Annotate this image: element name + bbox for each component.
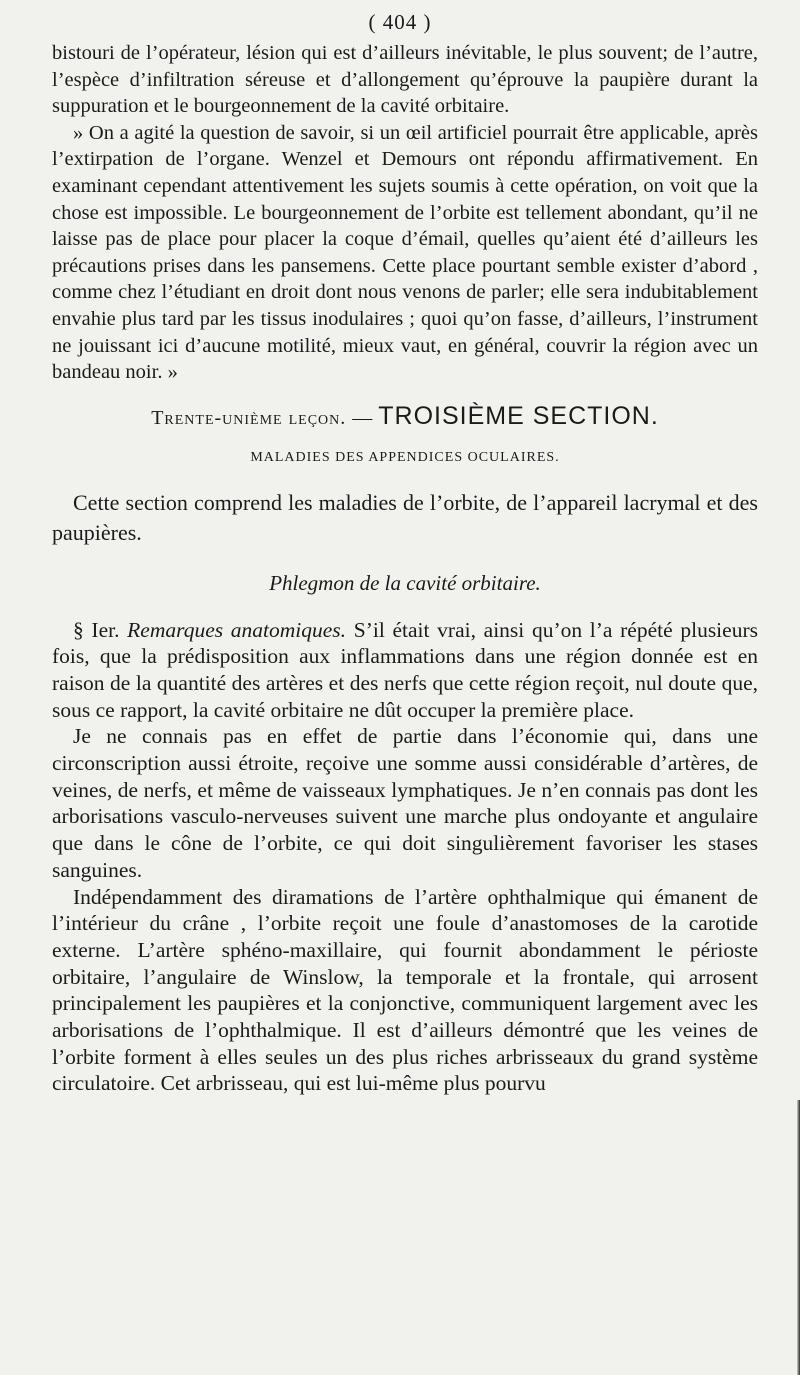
paragraph-quote: » On a agité la question de savoir, si un œil artificiel pourrait être applicable, après l’extirpation de l’organe. Wenzel et Demours ont répondu affirmativement. En examinant cependant attentivement les sujets soumis à cette opération, on voit que la chose est impossible. Le bourgeonnement de l’orbite est tellement abondant, qu’il ne laisse pas de place pour placer la coque d’émail, quelles qu’aient été d’ailleurs les précautions prises dans les pansemens. Cette place pourtant semble exister d’abord , comme chez l’étudiant en droit dont nous venons de parler; elle sera indubitablement envahie plus tard par les tissus inodulaires ; quoi qu’on fasse, d’ailleurs, l’instrument ne jouissant ici d’aucune motilité, mieux vaut, en général, couvrir la région avec un bandeau noir. » (52, 121, 758, 384)
paragraph-economie: Je ne connais pas en effet de partie dans l’économie qui, dans une circonscription aussi étroite, reçoive une somme aussi considérable d’artères, de veines, de nerfs, et même de vaisseaux lymphatiques. Je n’en connais pas dont les arborisations vasculo-nerveuses suivent une marche plus ondoyante et angulaire que dans le cône de l’orbite, ce qui doit singulièrement favoriser les stases sanguines. (52, 724, 758, 882)
paragraph-diramations: Indépendamment des diramations de l’artère ophthalmique qui émanent de l’intérieur du crâne , l’orbite reçoit une foule d’anastomoses de la carotide externe. L’artère sphéno-maxillaire, qui fournit abondamment le périoste orbitaire, l’angulaire de Winslow, la temporale et la frontale, qui arrosent principalement les paupières et la conjonctive, communiquent largement avec les arborisations de l’ophthalmique. Il est d’ailleurs démontré que les veines de l’orbite forment à elles seules un des plus riches arbrisseaux du grand système circulatoire. Cet arbrisseau, qui est lui-même plus pourvu (52, 884, 758, 1096)
paragraph-continued: bistouri de l’opérateur, lésion qui est d’ailleurs inévitable, le plus souvent; de l’autre, l’espèce d’infiltration séreuse et d’allongement qu’éprouve la paupière durant la suppuration et le bourgeonnement de la cavité orbitaire. (52, 42, 758, 118)
chapter-heading: Phlegmon de la cavité orbitaire. (269, 570, 541, 595)
section-subtitle: MALADIES DES APPENDICES OCULAIRES. (250, 450, 560, 466)
paragraph-remarques (52, 617, 758, 724)
lecon-label: Trente-unième leçon. — (151, 406, 374, 429)
remarques-title: Remarques anatomiques. (127, 617, 347, 642)
page-number: ( 404 ) (368, 10, 432, 34)
lecon-heading (52, 403, 758, 432)
section-intro: Cette section comprend les maladies de l’orbite, de l’appareil lacrymal et des paupières. (52, 489, 758, 545)
text-block (52, 40, 758, 1097)
section-mark: § Ier. (73, 617, 120, 642)
remarques-text: S’il était vrai, ainsi qu’on l’a répété plusieurs fois, que la prédisposition aux inflammations dans une région donnée est en raison de la quantité des artères et des nerfs que cette région reçoit, nul doute que, sous ce rapport, la cavité orbitaire ne dût occuper la première place. (52, 617, 758, 722)
section-title: TROISIÈME SECTION. (378, 401, 659, 430)
